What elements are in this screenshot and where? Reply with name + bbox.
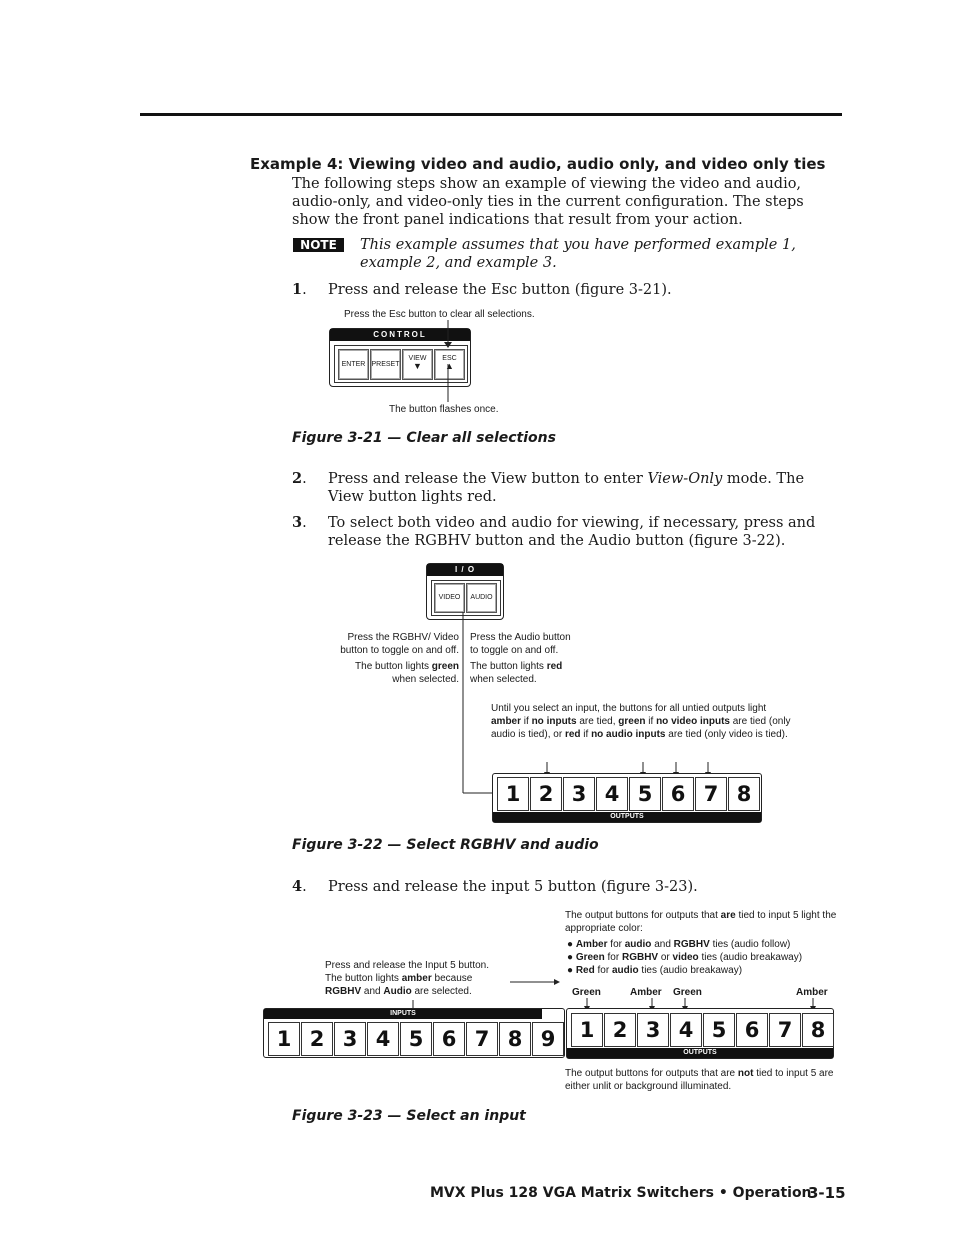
- io-panel-label: I / O: [454, 565, 476, 574]
- fig22-until-note: Until you select an input, the buttons for all untied outputs light amber if no inputs are tied, green if no video inputs are tied (only audio is tied), or red if no audio inputs are tied (only video is tied).: [491, 703, 791, 740]
- output-button-8[interactable]: 8: [802, 1013, 834, 1047]
- input-button-9[interactable]: 9: [532, 1022, 564, 1056]
- step-text: Press and release the Esc button (figure 3-21).: [328, 282, 672, 298]
- color-label-green: Green: [572, 987, 601, 998]
- input-button-7[interactable]: 7: [466, 1022, 498, 1056]
- fig23-outputs-panel: [566, 1008, 834, 1059]
- step-number: 2: [292, 470, 303, 487]
- preset-button[interactable]: PRESET: [370, 349, 401, 380]
- note-text: This example assumes that you have performed example 1, example 2, and example 3.: [360, 237, 796, 271]
- output-button-2[interactable]: 2: [530, 777, 562, 811]
- output-button-3[interactable]: 3: [563, 777, 595, 811]
- bullet-item: ● Red for audio ties (audio breakaway): [567, 965, 743, 976]
- input-button-2[interactable]: 2: [301, 1022, 333, 1056]
- enter-button[interactable]: ENTER: [338, 349, 369, 380]
- input-button-6[interactable]: 6: [433, 1022, 465, 1056]
- fig23-outputs-label: OUTPUTS: [683, 1049, 717, 1056]
- step-1: 1. Press and release the Esc button (figure 3-21).: [292, 281, 840, 299]
- input-button-5[interactable]: 5: [400, 1022, 432, 1056]
- step-text: To select both video and audio for viewing, if necessary, press and release the RGBHV button and the Audio button (figure 3-22).: [328, 515, 816, 549]
- fig23-left-note: Press and release the Input 5 button. The button lights amber because RGBHV and Audio are selected.: [325, 960, 489, 997]
- note-badge: NOTE: [293, 238, 344, 252]
- fig21-top-note: Press the Esc button to clear all selections.: [344, 309, 535, 320]
- step-2: 2. Press and release the View button to enter View-Only mode. The View button lights red.: [292, 470, 840, 506]
- step-text: Press and release the View button to enter View-Only mode. The View button lights red.: [328, 471, 805, 505]
- output-button-6[interactable]: 6: [662, 777, 694, 811]
- view-label: VIEW: [408, 355, 427, 362]
- output-button-5[interactable]: 5: [703, 1013, 735, 1047]
- footer-title: MVX Plus 128 VGA Matrix Switchers • Operation: [430, 1185, 812, 1201]
- input-button-1[interactable]: 1: [268, 1022, 300, 1056]
- input-button-3[interactable]: 3: [334, 1022, 366, 1056]
- fig22-outputs-label: OUTPUTS: [610, 813, 644, 820]
- fig21-caption: Figure 3-21 — Clear all selections: [292, 430, 556, 446]
- bullet-item: ● Green for RGBHV or video ties (audio breakaway): [567, 952, 803, 963]
- page-number: 3-15: [808, 1184, 846, 1202]
- intro-paragraph: The following steps show an example of viewing the video and audio, audio-only, and video-only ties in the current configuration. The steps show the front panel indications that result from your action.: [292, 176, 804, 228]
- output-button-1[interactable]: 1: [497, 777, 529, 811]
- output-button-2[interactable]: 2: [604, 1013, 636, 1047]
- fig23-bottom-note: The output buttons for outputs that are not tied to input 5 are either unlit or background illuminated.: [565, 1068, 834, 1092]
- triangle-down-icon: ▼: [413, 361, 422, 371]
- fig23-inputs-panel: [263, 1008, 556, 1058]
- output-button-5[interactable]: 5: [629, 777, 661, 811]
- output-button-4[interactable]: 4: [596, 777, 628, 811]
- output-button-3[interactable]: 3: [637, 1013, 669, 1047]
- output-button-8[interactable]: 8: [728, 777, 760, 811]
- step-number: 4: [292, 878, 303, 895]
- fig23-inputs-label: INPUTS: [390, 1010, 416, 1017]
- audio-button[interactable]: AUDIO: [466, 583, 497, 613]
- color-label-amber: Amber: [796, 987, 828, 998]
- step-3: 3. To select both video and audio for viewing, if necessary, press and release the RGBHV button and the Audio button (figure 3-22).: [292, 514, 840, 550]
- bullet-item: ● Amber for audio and RGBHV ties (audio follow): [567, 939, 791, 950]
- fig21-bottom-note: The button flashes once.: [389, 404, 499, 415]
- triangle-up-icon: ▲: [445, 361, 454, 371]
- output-button-6[interactable]: 6: [736, 1013, 768, 1047]
- video-button[interactable]: VIDEO: [434, 583, 465, 613]
- output-button-7[interactable]: 7: [769, 1013, 801, 1047]
- fig22-caption: Figure 3-22 — Select RGBHV and audio: [292, 837, 599, 853]
- color-label-amber: Amber: [630, 987, 662, 998]
- fig22-left-note: Press the RGBHV/ Video button to toggle on and off. The button lights green when selected.: [340, 632, 459, 685]
- esc-label: ESC: [442, 355, 457, 362]
- output-button-4[interactable]: 4: [670, 1013, 702, 1047]
- fig23-caption: Figure 3-23 — Select an input: [292, 1108, 526, 1124]
- fig23-right-intro: The output buttons for outputs that are tied to input 5 light the appropriate color:: [565, 910, 837, 934]
- output-button-7[interactable]: 7: [695, 777, 727, 811]
- step-number: 1: [292, 281, 303, 298]
- control-panel-label: CONTROL: [373, 330, 427, 339]
- section-heading: Example 4: Viewing video and audio, audio only, and video only ties: [250, 155, 826, 173]
- fig22-right-note: Press the Audio button to toggle on and off. The button lights red when selected.: [470, 632, 571, 685]
- color-label-green: Green: [673, 987, 702, 998]
- input-button-4[interactable]: 4: [367, 1022, 399, 1056]
- step-4: 4. Press and release the input 5 button (figure 3-23).: [292, 878, 840, 896]
- output-button-1[interactable]: 1: [571, 1013, 603, 1047]
- input-button-8[interactable]: 8: [499, 1022, 531, 1056]
- step-number: 3: [292, 514, 303, 531]
- step-text: Press and release the input 5 button (figure 3-23).: [328, 879, 698, 895]
